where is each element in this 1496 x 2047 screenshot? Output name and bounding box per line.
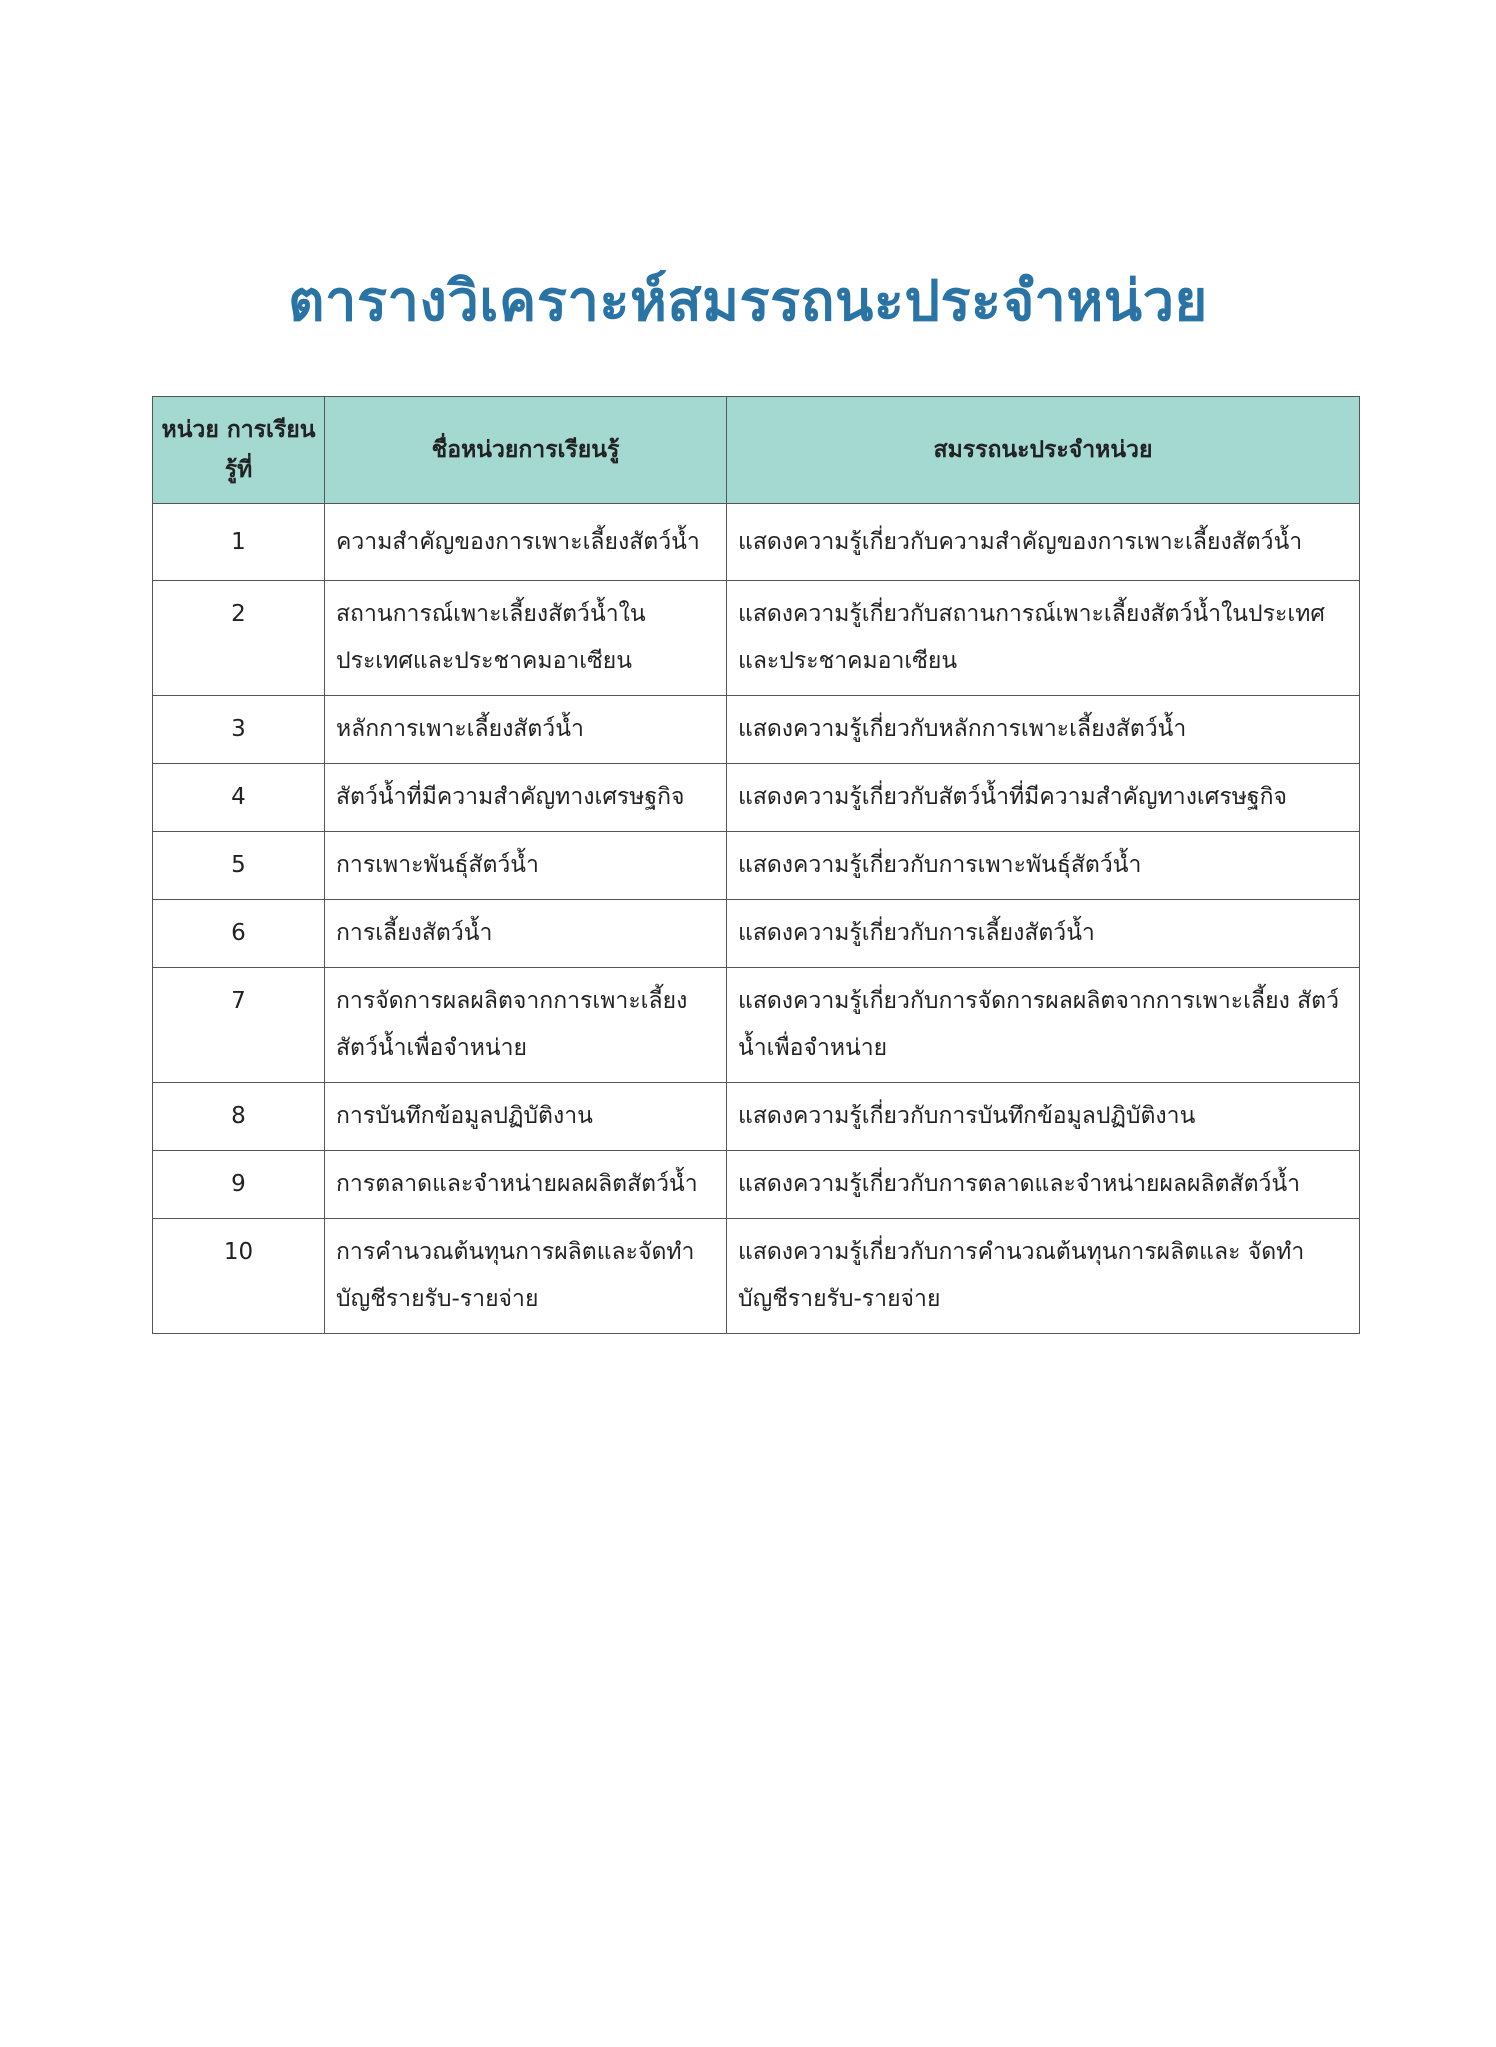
unit-name: การจัดการผลผลิตจากการเพาะเลี้ยง สัตว์น้ำเพื่อจำหน่าย: [325, 968, 727, 1083]
unit-competency: แสดงความรู้เกี่ยวกับการจัดการผลผลิตจากการเพาะเลี้ยง สัตว์น้ำเพื่อจำหน่าย: [727, 968, 1360, 1083]
unit-name: การคำนวณต้นทุนการผลิตและจัดทำ บัญชีรายรับ-รายจ่าย: [325, 1219, 727, 1334]
unit-number: 1: [153, 504, 325, 581]
unit-name: การเพาะพันธุ์สัตว์น้ำ: [325, 832, 727, 900]
table-row: [153, 1219, 1360, 1334]
unit-competency: แสดงความรู้เกี่ยวกับการบันทึกข้อมูลปฏิบัติงาน: [727, 1083, 1360, 1151]
table-row: [153, 504, 1360, 581]
header-unit-name: ชื่อหน่วยการเรียนรู้: [325, 397, 727, 504]
table-row: [153, 581, 1360, 696]
unit-number: 10: [153, 1219, 325, 1334]
unit-name: การตลาดและจำหน่ายผลผลิตสัตว์น้ำ: [325, 1151, 727, 1219]
table-row: [153, 900, 1360, 968]
table-row: [153, 968, 1360, 1083]
unit-number: 6: [153, 900, 325, 968]
unit-name: สัตว์น้ำที่มีความสำคัญทางเศรษฐกิจ: [325, 764, 727, 832]
unit-name: สถานการณ์เพาะเลี้ยงสัตว์น้ำใน ประเทศและประชาคมอาเซียน: [325, 581, 727, 696]
table-row: [153, 1083, 1360, 1151]
unit-number: 8: [153, 1083, 325, 1151]
unit-number: 7: [153, 968, 325, 1083]
unit-competency: แสดงความรู้เกี่ยวกับสัตว์น้ำที่มีความสำคัญทางเศรษฐกิจ: [727, 764, 1360, 832]
unit-competency: แสดงความรู้เกี่ยวกับการคำนวณต้นทุนการผลิตและ จัดทำบัญชีรายรับ-รายจ่าย: [727, 1219, 1360, 1334]
table-header-row: [153, 397, 1360, 504]
unit-competency: แสดงความรู้เกี่ยวกับการตลาดและจำหน่ายผลผลิตสัตว์น้ำ: [727, 1151, 1360, 1219]
header-competency: สมรรถนะประจำหน่วย: [727, 397, 1360, 504]
page-title: ตารางวิเคราะห์สมรรถนะประจำหน่วย: [288, 269, 1208, 334]
table-row: [153, 1151, 1360, 1219]
unit-number: 2: [153, 581, 325, 696]
unit-number: 3: [153, 696, 325, 764]
unit-competency: แสดงความรู้เกี่ยวกับสถานการณ์เพาะเลี้ยงสัตว์น้ำในประเทศ และประชาคมอาเซียน: [727, 581, 1360, 696]
unit-number: 9: [153, 1151, 325, 1219]
competency-table: [152, 396, 1360, 1334]
unit-name: การเลี้ยงสัตว์น้ำ: [325, 900, 727, 968]
table-row: [153, 832, 1360, 900]
table-row: [153, 764, 1360, 832]
unit-name: หลักการเพาะเลี้ยงสัตว์น้ำ: [325, 696, 727, 764]
unit-competency: แสดงความรู้เกี่ยวกับความสำคัญของการเพาะเลี้ยงสัตว์น้ำ: [727, 504, 1360, 581]
unit-name: การบันทึกข้อมูลปฏิบัติงาน: [325, 1083, 727, 1151]
unit-number: 5: [153, 832, 325, 900]
unit-number: 4: [153, 764, 325, 832]
header-unit-number: หน่วย การเรียนรู้ที่: [153, 397, 325, 504]
unit-competency: แสดงความรู้เกี่ยวกับการเพาะพันธุ์สัตว์น้ำ: [727, 832, 1360, 900]
unit-competency: แสดงความรู้เกี่ยวกับหลักการเพาะเลี้ยงสัตว์น้ำ: [727, 696, 1360, 764]
unit-competency: แสดงความรู้เกี่ยวกับการเลี้ยงสัตว์น้ำ: [727, 900, 1360, 968]
unit-name: ความสำคัญของการเพาะเลี้ยงสัตว์น้ำ: [325, 504, 727, 581]
table-row: [153, 696, 1360, 764]
